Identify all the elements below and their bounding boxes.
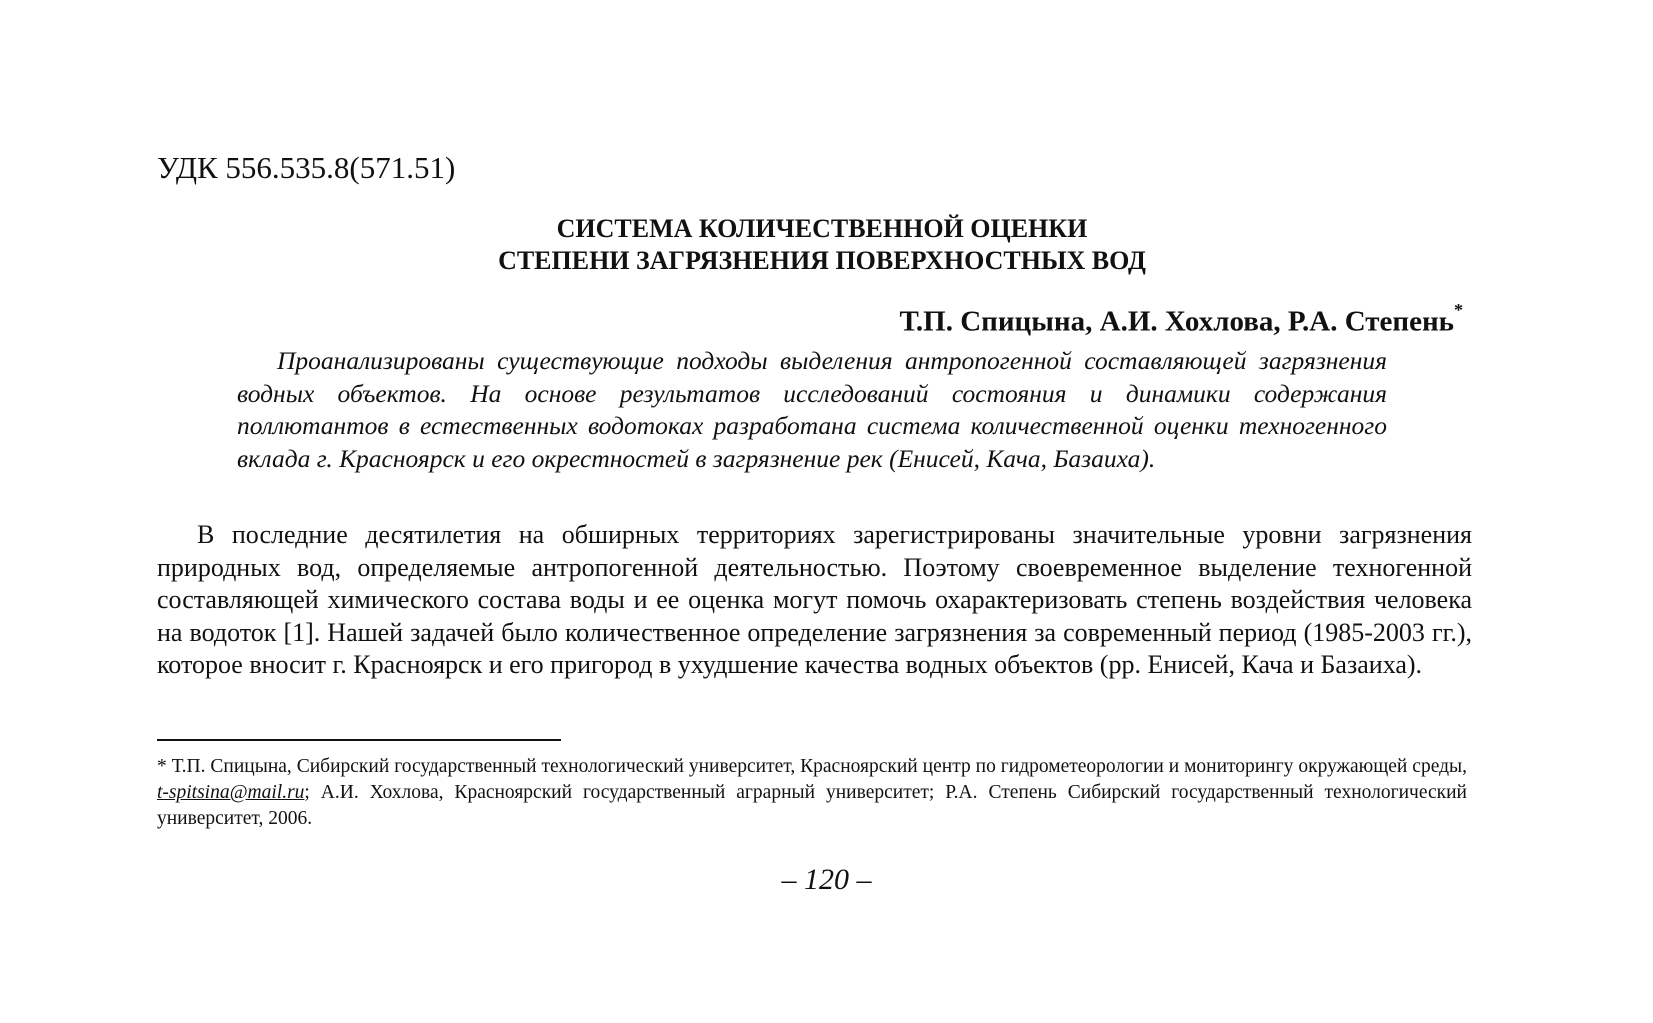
footnote-text-2: ; А.И. Хохлова, Красноярский государственный аграрный университет; Р.А. Степень Сибирский государственный технологический университет, 2006.	[157, 782, 1467, 829]
author-footnote-mark: *	[1454, 300, 1463, 320]
footnote-divider	[157, 739, 561, 741]
udc-code: УДК 556.535.8(571.51)	[157, 150, 456, 185]
article-title	[157, 213, 1487, 277]
author-names: Т.П. Спицына, А.И. Хохлова, Р.А. Степень	[899, 305, 1454, 338]
page-number: – 120 –	[781, 863, 872, 896]
authors	[899, 297, 1463, 339]
footnote	[157, 754, 1467, 832]
body-paragraph: В последние десятилетия на обширных территориях зарегистрированы значительные уровни загрязнения природных вод, определяемые антропогенной деятельностью. Поэтому своевременное выделение техногенной составляющей химического состава воды и ее оценка могут помочь охарактеризовать степень воздействия человека на водоток [1]. Нашей задачей было количественное определение загрязнения за современный период (1985-2003 гг.), которое вносит г. Красноярск и его пригород в ухудшение качества водных объектов (рр. Енисей, Кача и Базаиха).	[157, 520, 1472, 679]
footnote-text-1: * Т.П. Спицына, Сибирский государственный технологический университет, Красноярский центр по гидрометеорологии и мониторингу окружающей среды,	[157, 756, 1467, 777]
abstract: Проанализированы существующие подходы выделения антропогенной составляющей загрязнения водных объектов. На основе результатов исследований состояния и динамики содержания поллютантов в естественных водотоках разработана система количественной оценки техногенного вклада г. Красноярск и его окрестностей в загрязнение рек (Енисей, Кача, Базаиха).	[237, 346, 1387, 473]
title-line-1: СИСТЕМА КОЛИЧЕСТВЕННОЙ ОЦЕНКИ	[556, 214, 1088, 243]
title-line-2: СТЕПЕНИ ЗАГРЯЗНЕНИЯ ПОВЕРХНОСТНЫХ ВОД	[498, 246, 1146, 275]
footnote-email-link[interactable]: t-spitsina@mail.ru	[157, 782, 305, 803]
